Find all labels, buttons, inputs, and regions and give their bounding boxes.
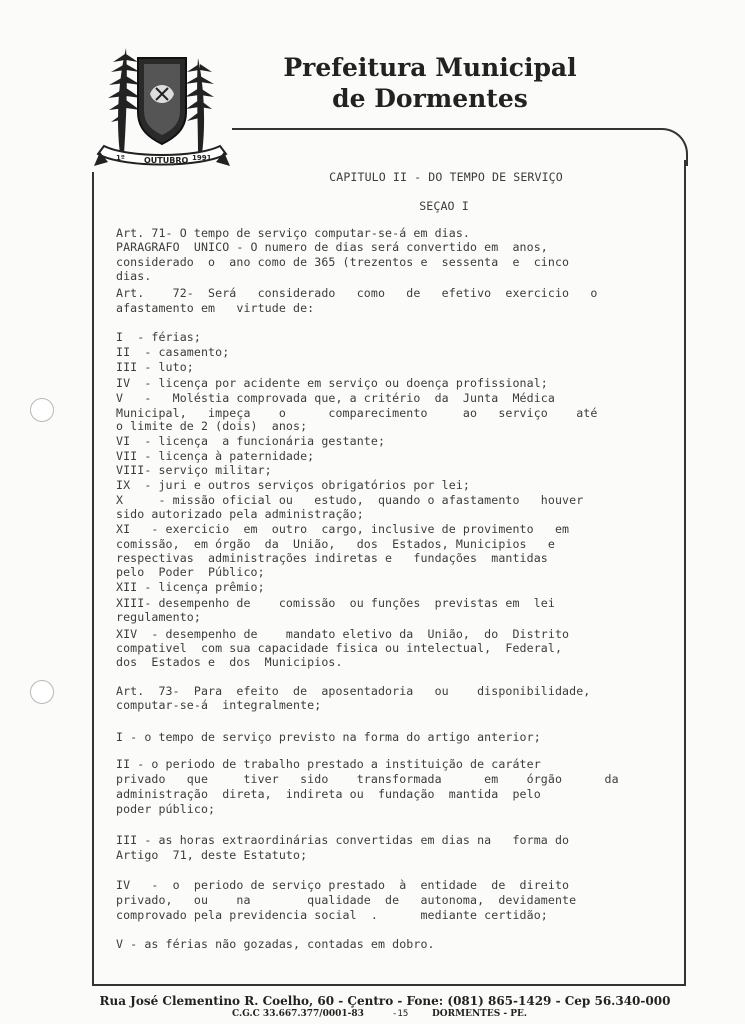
body-line: Art. 73- Para efeito de aposentadoria ou disponibilidade, — [116, 684, 591, 698]
body-line: computar-se-á integralmente; — [116, 698, 322, 712]
body-line: pelo Poder Público; — [116, 565, 265, 579]
body-line: IX - juri e outros serviços obrigatórios por lei; — [116, 478, 471, 492]
punch-hole-bottom — [30, 680, 54, 704]
body-line: sido autorizado pela administração; — [116, 507, 364, 521]
body-line: VIII- serviço militar; — [116, 463, 272, 477]
body-line: privado, ou na qualidade de autonoma, devidamente — [116, 893, 577, 907]
body-line: regulamento; — [116, 610, 201, 624]
footer-address: Rua José Clementino R. Coelho, 60 - Çentro - Fone: (081) 865-1429 - Cep 56.340-000 — [99, 994, 671, 1008]
body-line: I - férias; — [116, 330, 201, 344]
body-line: o limite de 2 (dois) anos; — [116, 419, 308, 433]
footer-page-mark: -15 — [392, 1009, 409, 1019]
body-line: VII - licença à paternidade; — [116, 449, 315, 463]
body-line: XIII- desempenho de comissão ou funções previstas em lei — [116, 596, 555, 610]
body-line: I - o tempo de serviço previsto na forma do artigo anterior; — [116, 730, 541, 744]
body-line: V - Moléstia comprovada que, a critério da Junta Médica — [116, 391, 555, 405]
body-line: dias. — [116, 269, 152, 283]
body-line: II - casamento; — [116, 345, 230, 359]
body-line: VI - licença a funcionária gestante; — [116, 434, 386, 448]
footer-city: DORMENTES - PE. — [432, 1009, 527, 1019]
body-line: administração direta, indireta ou fundação mantida pelo — [116, 787, 541, 801]
letterhead-title-line2: de Dormentes — [332, 84, 528, 113]
frame-corner-border — [650, 128, 688, 166]
body-line: comprovado pela previdencia social . mediante certidão; — [116, 908, 548, 922]
body-line: XII - licença prêmio; — [116, 580, 265, 594]
body-line: PARAGRAFO UNICO - O numero de dias será convertido em anos, — [116, 240, 548, 254]
body-line: IV - licença por acidente em serviço ou doença profissional; — [116, 376, 548, 390]
body-line: III - as horas extraordinárias convertidas em dias na forma do — [116, 833, 570, 847]
body-line: Art. 72- Será considerado como de efetivo exercicio o — [116, 286, 598, 300]
body-line: poder público; — [116, 802, 216, 816]
footer-cgc: C.G.C 33.667.377/0001-83 — [232, 1009, 364, 1019]
body-line: X - missão oficial ou estudo, quando o afastamento houver — [116, 493, 584, 507]
body-line: dos Estados e dos Municipios. — [116, 655, 343, 669]
frame-bottom-border — [92, 984, 686, 986]
crest-ribbon-day: 1º — [116, 154, 125, 162]
body-line: IV - o periodo de serviço prestado à entidade de direito — [116, 878, 570, 892]
chapter-heading: CAPITULO II - DO TEMPO DE SERVIÇO — [329, 170, 563, 184]
body-line: considerado o ano como de 365 (trezentos e sessenta e cinco — [116, 255, 570, 269]
frame-top-border — [232, 128, 662, 130]
municipal-crest-icon — [92, 42, 232, 172]
body-line: Artigo 71, deste Estatuto; — [116, 848, 308, 862]
body-line: II - o periodo de trabalho prestado a instituição de caráter — [116, 757, 541, 771]
body-line: afastamento em virtude de: — [116, 301, 315, 315]
frame-left-border — [92, 172, 94, 984]
body-line: V - as férias não gozadas, contadas em dobro. — [116, 937, 435, 951]
crest-ribbon-month: OUTUBRO — [144, 156, 189, 165]
frame-right-border — [684, 160, 686, 985]
letterhead-title-line1: Prefeitura Municipal — [283, 53, 577, 82]
body-line: III - luto; — [116, 360, 194, 374]
body-line: XIV - desempenho de mandato eletivo da União, do Distrito — [116, 627, 570, 641]
body-line: XI - exercicio em outro cargo, inclusive de provimento em — [116, 522, 570, 536]
body-line: Art. 71- O tempo de serviço computar-se-á em dias. — [116, 226, 471, 240]
body-line: Municipal, impeça o comparecimento ao serviço até — [116, 406, 598, 420]
crest-ribbon-year: 1991 — [192, 154, 212, 162]
body-line: respectivas administrações indiretas e fundações mantidas — [116, 551, 548, 565]
letterhead-title — [270, 52, 590, 114]
body-line: privado que tiver sido transformada em órgão da — [116, 772, 619, 786]
section-heading: SEÇAO I — [419, 199, 469, 213]
punch-hole-top — [30, 398, 54, 422]
body-line: compativel com sua capacidade fisica ou intelectual, Federal, — [116, 641, 563, 655]
body-line: comissão, em órgão da União, dos Estados, Municipios e — [116, 537, 555, 551]
